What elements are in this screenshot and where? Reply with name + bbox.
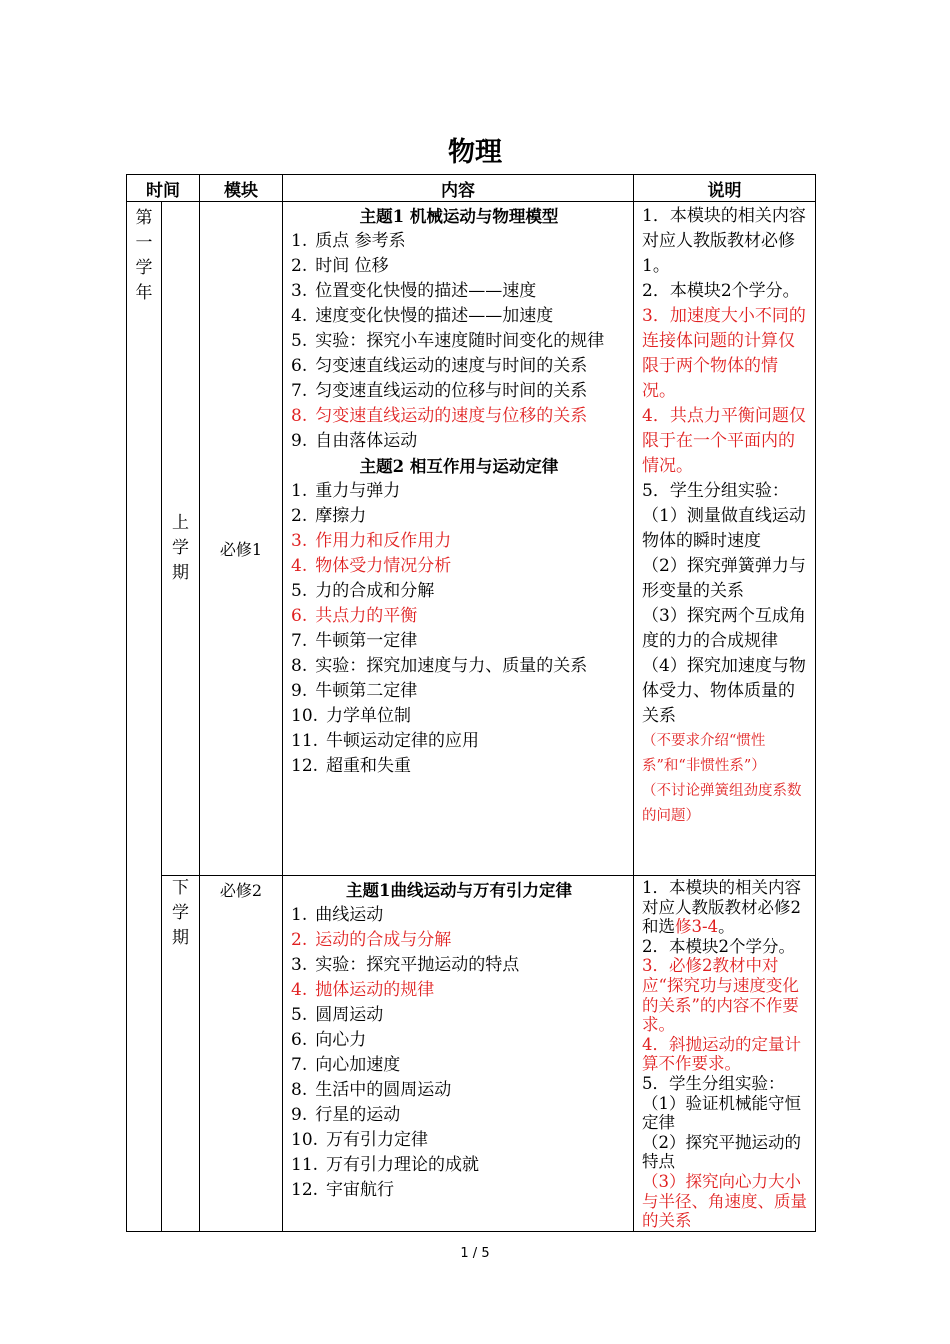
vertical-char: 期	[172, 563, 189, 583]
list-item	[291, 529, 627, 554]
vertical-char: 学	[172, 903, 189, 923]
note-line: （2）探究弹簧弹力与形变量的关系	[642, 556, 806, 601]
item-number: 11.	[291, 1155, 319, 1175]
item-text: 质点 参考系	[315, 231, 406, 251]
list-item	[291, 304, 627, 329]
year-cell	[127, 202, 162, 1232]
item-text: 牛顿第二定律	[315, 681, 418, 701]
note-line	[642, 1172, 809, 1231]
list-item	[291, 379, 627, 404]
list-item	[291, 654, 627, 679]
list-item	[291, 279, 627, 304]
item-number: 7.	[291, 631, 308, 651]
list-item	[291, 504, 627, 529]
item-number: 2.	[291, 256, 308, 276]
list-item	[291, 229, 627, 254]
item-text: 作用力和反作用力	[315, 531, 452, 551]
item-text: 匀变速直线运动的位移与时间的关系	[315, 381, 588, 401]
note-line: 2．本模块2个学分。	[642, 281, 800, 301]
item-text: 实验：探究平抛运动的特点	[315, 955, 520, 975]
item-number: 5.	[291, 331, 308, 351]
item-text: 匀变速直线运动的速度与位移的关系	[315, 406, 588, 426]
note-line: （不讨论弹簧组劲度系数的问题）	[642, 783, 802, 824]
item-number: 9.	[291, 1105, 308, 1125]
page-title: 物理	[448, 137, 502, 168]
item-number: 6.	[291, 1030, 308, 1050]
year-label	[127, 206, 161, 306]
note-line	[642, 1133, 809, 1172]
semester2-notes	[634, 876, 816, 1232]
list-item	[291, 1003, 627, 1028]
item-number: 9.	[291, 431, 308, 451]
item-text: 物体受力情况分析	[315, 556, 452, 576]
item-text: 摩擦力	[315, 506, 367, 526]
list-item	[291, 1103, 627, 1128]
note-part: 3．必修2教材中对应“探究功与速度变化的关系”的内容不作要求。	[642, 956, 799, 1035]
item-number: 1.	[291, 905, 308, 925]
item-text: 抛体运动的规律	[315, 980, 435, 1000]
list-item	[291, 604, 627, 629]
item-text: 行星的运动	[315, 1105, 401, 1125]
note-line	[642, 1094, 809, 1133]
item-text: 位置变化快慢的描述——速度	[315, 281, 537, 301]
item-text: 向心力	[315, 1030, 367, 1050]
note-line: （4）探究加速度与物体受力、物体质量的关系	[642, 656, 806, 726]
item-text: 宇宙航行	[326, 1180, 395, 1200]
item-number: 5.	[291, 581, 308, 601]
item-number: 4.	[291, 556, 308, 576]
header-notes: 说明	[634, 175, 816, 202]
item-text: 力学单位制	[326, 706, 412, 726]
semester1-cell	[162, 202, 200, 876]
item-number: 9.	[291, 681, 308, 701]
note-part: 修3-4	[675, 917, 719, 937]
note-line: 3．加速度大小不同的连接体问题的计算仅限于两个物体的情况。	[642, 306, 806, 401]
item-text: 速度变化快慢的描述——加速度	[315, 306, 554, 326]
list-item	[291, 1078, 627, 1103]
item-number: 4.	[291, 980, 308, 1000]
item-number: 12.	[291, 1180, 319, 1200]
note-line: （不要求介绍“惯性系”和“非惯性系”）	[642, 733, 766, 774]
list-item	[291, 953, 627, 978]
item-number: 3.	[291, 531, 308, 551]
item-number: 8.	[291, 656, 308, 676]
item-text: 运动的合成与分解	[315, 930, 452, 950]
item-number: 10.	[291, 706, 319, 726]
item-number: 6.	[291, 356, 308, 376]
item-text: 牛顿运动定律的应用	[326, 731, 480, 751]
list-item	[291, 1053, 627, 1078]
list-item	[291, 629, 627, 654]
item-number: 3.	[291, 281, 308, 301]
note-line	[642, 956, 809, 1034]
item-number: 1.	[291, 231, 308, 251]
item-text: 曲线运动	[315, 905, 384, 925]
list-item	[291, 978, 627, 1003]
topic-items	[291, 229, 627, 454]
list-item	[291, 928, 627, 953]
list-item	[291, 429, 627, 454]
note-line	[642, 1074, 809, 1094]
note-part: 1．本模块的相关内容对应人教版教材必修2和选	[642, 878, 801, 937]
semester1-module: 必修1	[200, 202, 283, 876]
item-number: 7.	[291, 381, 308, 401]
topic-title: 主题2 相互作用与运动定律	[359, 457, 559, 476]
note-part: 。	[718, 917, 735, 937]
topic-title: 主题1曲线运动与万有引力定律	[346, 881, 572, 900]
note-line: 5．学生分组实验：	[642, 481, 789, 501]
note-part: （3）探究向心力大小与半径、角速度、质量的关系	[642, 1171, 807, 1231]
list-item	[291, 254, 627, 279]
vertical-char: 年	[135, 283, 153, 303]
item-number: 11.	[291, 731, 319, 751]
note-line: （1）测量做直线运动物体的瞬时速度	[642, 506, 806, 551]
item-number: 4.	[291, 306, 308, 326]
list-item	[291, 354, 627, 379]
item-number: 10.	[291, 1130, 319, 1150]
note-line	[642, 1035, 809, 1074]
semester1-content	[283, 202, 634, 876]
note-part: （1）验证机械能守恒定律	[642, 1093, 801, 1133]
note-line	[642, 878, 809, 937]
item-number: 7.	[291, 1055, 308, 1075]
item-number: 2.	[291, 930, 308, 950]
note-line	[642, 937, 809, 957]
note-part: （2）探究平抛运动的特点	[642, 1132, 801, 1172]
list-item	[291, 1028, 627, 1053]
list-item	[291, 754, 627, 779]
item-number: 5.	[291, 1005, 308, 1025]
topic-items	[291, 903, 627, 1203]
header-content: 内容	[283, 175, 634, 202]
list-item	[291, 679, 627, 704]
item-text: 牛顿第一定律	[315, 631, 418, 651]
item-text: 实验：探究加速度与力、质量的关系	[315, 656, 588, 676]
item-number: 1.	[291, 481, 308, 501]
item-text: 超重和失重	[326, 756, 412, 776]
topic-title: 主题1 机械运动与物理模型	[359, 207, 559, 226]
vertical-char: 下	[172, 878, 189, 898]
item-text: 生活中的圆周运动	[315, 1080, 452, 1100]
vertical-char: 第	[135, 208, 153, 228]
item-number: 8.	[291, 406, 308, 426]
item-text: 自由落体运动	[315, 431, 418, 451]
list-item	[291, 479, 627, 504]
item-text: 向心加速度	[315, 1055, 401, 1075]
list-item	[291, 554, 627, 579]
item-number: 6.	[291, 606, 308, 626]
page-number: 1 / 5	[460, 1246, 490, 1261]
vertical-char: 学	[172, 538, 189, 558]
item-text: 实验：探究小车速度随时间变化的规律	[315, 331, 605, 351]
syllabus-table	[126, 174, 816, 1232]
item-number: 12.	[291, 756, 319, 776]
note-line: 4．共点力平衡问题仅限于在一个平面内的情况。	[642, 406, 806, 476]
list-item	[291, 329, 627, 354]
item-text: 力的合成和分解	[315, 581, 435, 601]
item-text: 万有引力定律	[326, 1130, 429, 1150]
vertical-char: 学	[135, 258, 153, 278]
item-text: 万有引力理论的成就	[326, 1155, 480, 1175]
semester2-cell	[162, 876, 200, 1232]
list-item	[291, 1128, 627, 1153]
vertical-char: 期	[172, 928, 189, 948]
semester2-content	[283, 876, 634, 1232]
item-number: 3.	[291, 955, 308, 975]
note-part: 5．学生分组实验：	[642, 1073, 785, 1093]
item-text: 重力与弹力	[315, 481, 401, 501]
header-row	[127, 175, 816, 202]
semester1-notes	[634, 202, 816, 876]
vertical-char: 一	[135, 233, 153, 253]
item-text: 时间 位移	[315, 256, 389, 276]
list-item	[291, 1153, 627, 1178]
item-text: 匀变速直线运动的速度与时间的关系	[315, 356, 588, 376]
semester2-row	[127, 876, 816, 1232]
topic-items	[291, 479, 627, 779]
semester1-label	[162, 491, 199, 586]
item-number: 2.	[291, 506, 308, 526]
list-item	[291, 404, 627, 429]
header-module: 模块	[200, 175, 283, 202]
list-item	[291, 579, 627, 604]
note-part: 2．本模块2个学分。	[642, 936, 795, 956]
header-time: 时间	[127, 175, 200, 202]
list-item	[291, 704, 627, 729]
semester2-label	[162, 876, 199, 951]
list-item	[291, 729, 627, 754]
semester2-module: 必修2	[200, 876, 283, 1232]
vertical-char: 上	[172, 513, 189, 533]
note-part: 4．斜抛运动的定量计算不作要求。	[642, 1034, 801, 1074]
note-line: 1．本模块的相关内容对应人教版教材必修1。	[642, 206, 806, 276]
list-item	[291, 1178, 627, 1203]
note-line: （3）探究两个互成角度的力的合成规律	[642, 606, 806, 651]
item-text: 共点力的平衡	[315, 606, 418, 626]
item-number: 8.	[291, 1080, 308, 1100]
item-text: 圆周运动	[315, 1005, 384, 1025]
semester1-row	[127, 202, 816, 876]
list-item	[291, 903, 627, 928]
